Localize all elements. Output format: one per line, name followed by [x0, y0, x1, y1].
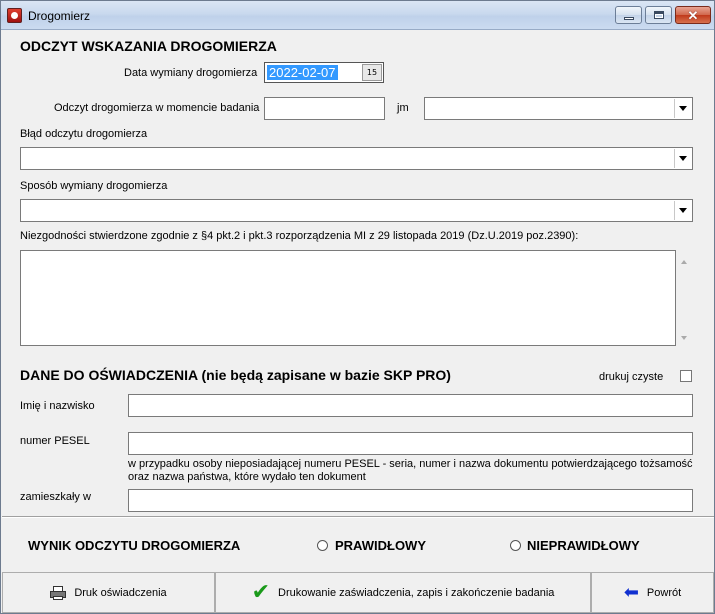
zamieszkaly-label: zamieszkały w	[20, 491, 91, 503]
data-wymiany-label: Data wymiany drogomierza	[124, 67, 258, 79]
calendar-icon[interactable]: 15	[362, 64, 382, 81]
druk-oswiadczenia-button[interactable]	[2, 572, 215, 613]
wynik-title: WYNIK ODCZYTU DROGOMIERZA	[28, 538, 241, 553]
jm-dropdown-button[interactable]	[674, 99, 691, 118]
sposob-select[interactable]	[20, 199, 693, 222]
scroll-up-icon[interactable]	[681, 260, 687, 264]
sposob-dropdown-button[interactable]	[674, 201, 691, 220]
niezgodnosci-label: Niezgodności stwierdzone zgodnie z §4 pkt.2 i pkt.3 rozporządzenia MI z 29 listopada 2019 (Dz.U.2019 poz.2390):	[20, 230, 579, 242]
sposob-label: Sposób wymiany drogomierza	[20, 180, 168, 192]
pesel-input[interactable]	[128, 432, 693, 455]
close-icon: ✕	[687, 7, 699, 23]
maximize-button[interactable]	[645, 6, 672, 24]
minimize-button[interactable]	[615, 6, 642, 24]
zamieszkaly-input[interactable]	[128, 489, 693, 512]
powrot-label: Powrót	[646, 586, 682, 599]
niezgodnosci-textarea[interactable]	[20, 250, 676, 346]
zapis-zakonczenie-label: Drukowanie zaświadczenia, zapis i zakończenie badania	[278, 586, 555, 599]
title-bar[interactable]	[1, 1, 714, 30]
chevron-down-icon	[679, 208, 687, 213]
drukuj-czyste-label: drukuj czyste	[599, 371, 664, 383]
powrot-button[interactable]	[591, 572, 714, 613]
scroll-down-icon[interactable]	[681, 336, 687, 340]
minimize-icon	[624, 17, 634, 20]
imie-input[interactable]	[128, 394, 693, 417]
imie-label: Imię i nazwisko	[20, 400, 95, 412]
odczyt-input[interactable]	[264, 97, 385, 120]
pesel-hint-line1: w przypadku osoby nieposiadającej numeru PESEL - seria, numer i nazwa dokumentu potwierdzającego tożsamość	[128, 458, 693, 470]
zapis-zakonczenie-button[interactable]	[215, 572, 591, 613]
arrow-left-icon: ⬅	[623, 581, 639, 603]
pesel-hint-line2: oraz nazwa państwa, które wydało ten dokument	[128, 471, 366, 483]
pesel-label: numer PESEL	[20, 435, 90, 447]
app-icon	[7, 8, 22, 23]
close-button[interactable]	[675, 6, 711, 24]
jm-label: jm	[397, 102, 409, 114]
blad-select[interactable]	[20, 147, 693, 170]
niezgodnosci-scrollbar[interactable]	[678, 250, 692, 346]
section-title-oswiadczenie: DANE DO OŚWIADCZENIA (nie będą zapisane w bazie SKP PRO)	[20, 367, 451, 383]
radio-prawidlowy-label[interactable]: PRAWIDŁOWY	[335, 538, 426, 553]
maximize-icon	[654, 11, 664, 19]
chevron-down-icon	[679, 106, 687, 111]
checkmark-icon: ✔	[251, 579, 271, 605]
drukuj-czyste-checkbox[interactable]	[680, 370, 692, 382]
divider	[2, 516, 714, 518]
odczyt-label: Odczyt drogomierza w momencie badania	[54, 102, 260, 114]
jm-select[interactable]	[424, 97, 693, 120]
blad-dropdown-button[interactable]	[674, 149, 691, 168]
druk-oswiadczenia-label: Druk oświadczenia	[74, 586, 167, 599]
section-title-odczyt: ODCZYT WSKAZANIA DROGOMIERZA	[20, 38, 277, 54]
data-wymiany-value[interactable]: 2022-02-07	[269, 65, 336, 80]
radio-nieprawidlowy-label[interactable]: NIEPRAWIDŁOWY	[527, 538, 640, 553]
data-wymiany-field[interactable]	[264, 62, 384, 83]
printer-icon	[50, 586, 66, 600]
radio-nieprawidlowy[interactable]	[510, 540, 521, 551]
radio-prawidlowy[interactable]	[317, 540, 328, 551]
chevron-down-icon	[679, 156, 687, 161]
window-title: Drogomierz	[28, 9, 91, 23]
blad-label: Błąd odczytu drogomierza	[20, 128, 148, 140]
